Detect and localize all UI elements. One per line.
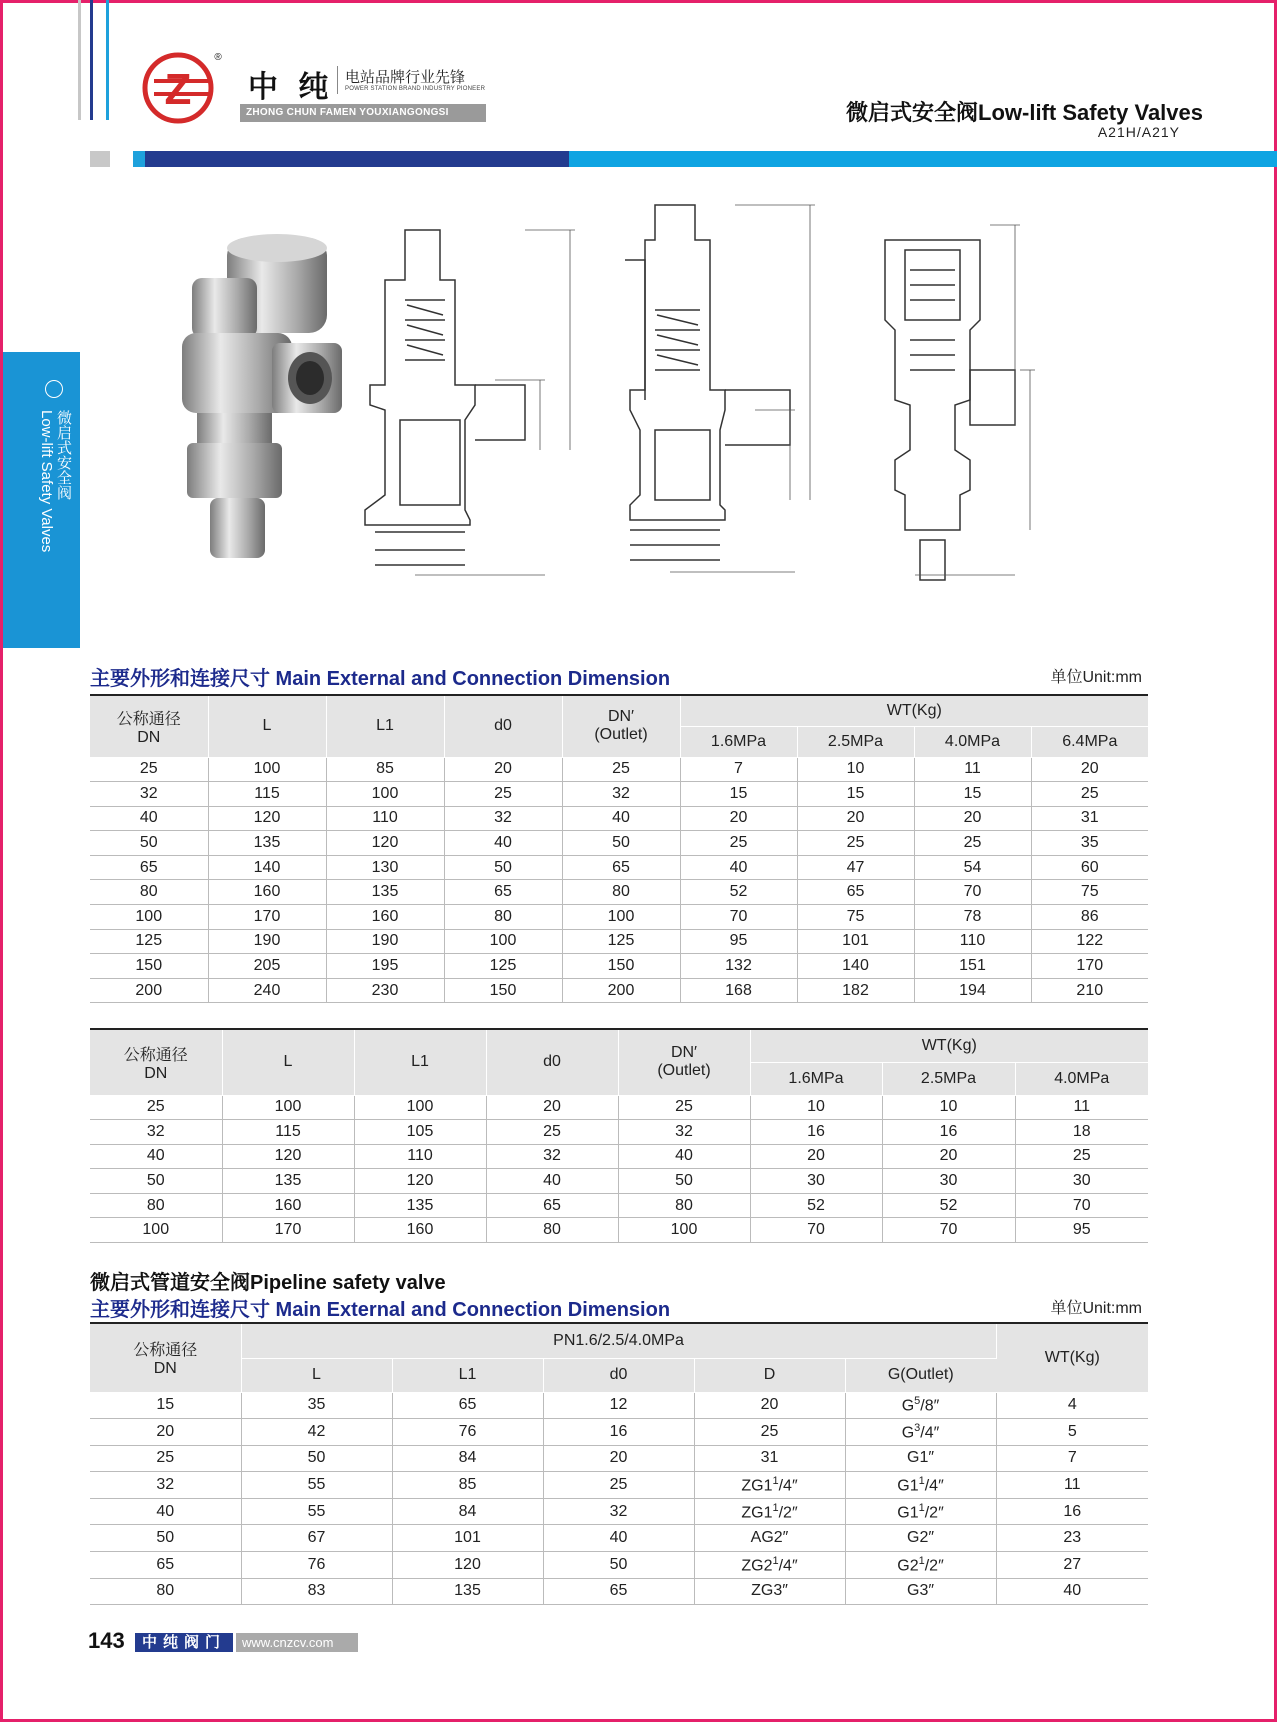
table-cell: G1″ (845, 1445, 996, 1472)
col-header-outlet: DN′ (Outlet) (618, 1029, 750, 1095)
header-band-navy (145, 151, 569, 167)
table-cell: 20 (797, 806, 914, 831)
table-cell: 84 (392, 1498, 543, 1525)
table-cell: 18 (1015, 1120, 1148, 1145)
table-cell: 25 (90, 1445, 241, 1472)
table-cell: 101 (797, 929, 914, 954)
table-cell: 35 (1031, 831, 1148, 856)
col-header-l1: L1 (392, 1358, 543, 1392)
table-cell: 27 (996, 1552, 1148, 1579)
header-band-accent (133, 151, 145, 167)
table-cell: 50 (543, 1552, 694, 1579)
table-cell: $G^3/4''$ (845, 1419, 996, 1446)
table-row (90, 831, 1148, 856)
table-row (90, 757, 1148, 782)
brand-name: 中 纯 (248, 71, 335, 104)
col-header-dn: 公称通径 DN (90, 1029, 222, 1095)
table-cell: 15 (797, 782, 914, 807)
table-cell: 170 (1031, 954, 1148, 979)
table-cell: 150 (90, 954, 208, 979)
col-header-pressure: 6.4MPa (1031, 726, 1148, 757)
table-cell: 30 (1015, 1169, 1148, 1194)
table-cell: 65 (444, 880, 562, 905)
table-cell: 4 (996, 1392, 1148, 1419)
table-cell: 120 (392, 1552, 543, 1579)
dimension-table-1 (90, 694, 1148, 1003)
table-row (90, 929, 1148, 954)
header-rule (90, 0, 93, 120)
table-cell: 150 (562, 954, 680, 979)
table-cell: 25 (1031, 782, 1148, 807)
table-cell: 20 (680, 806, 797, 831)
table-cell: 110 (914, 929, 1031, 954)
table-cell: 80 (562, 880, 680, 905)
col-header-outlet: DN′ (Outlet) (562, 695, 680, 757)
col-header-l: L (241, 1358, 392, 1392)
col-header-dn: 公称通径 DN (90, 695, 208, 757)
table-cell: 11 (996, 1472, 1148, 1499)
table-cell: 100 (222, 1095, 354, 1120)
col-header-pn: PN1.6/2.5/4.0MPa (241, 1323, 996, 1358)
table-cell: 15 (90, 1392, 241, 1419)
table-cell: 135 (354, 1193, 486, 1218)
brand-company-bar: ZHONG CHUN FAMEN YOUXIANGONGSI (240, 104, 486, 122)
table-cell: 130 (326, 855, 444, 880)
col-header-dn: 公称通径 DN (90, 1323, 241, 1392)
table-cell: 40 (562, 806, 680, 831)
col-header-l1: L1 (354, 1029, 486, 1095)
table-row (90, 1095, 1148, 1120)
table-cell: $G1^1/2''$ (845, 1498, 996, 1525)
table-cell: 25 (1015, 1144, 1148, 1169)
unit-label: 单位Unit:mm (1050, 669, 1142, 686)
table-cell: 95 (680, 929, 797, 954)
table-cell: 125 (90, 929, 208, 954)
table-cell: 85 (392, 1472, 543, 1499)
table-cell: 25 (90, 757, 208, 782)
table-cell: $ZG1^1/4''$ (694, 1472, 845, 1499)
col-header-d0: d0 (486, 1029, 618, 1095)
table-cell: 11 (1015, 1095, 1148, 1120)
table-cell: 40 (996, 1578, 1148, 1605)
side-category-label (38, 410, 72, 552)
table-cell: 67 (241, 1525, 392, 1552)
table-cell: $ZG2^1/4''$ (694, 1552, 845, 1579)
table-cell: 75 (797, 905, 914, 930)
table-cell: 140 (797, 954, 914, 979)
table-cell: 32 (562, 782, 680, 807)
table-cell: 70 (882, 1218, 1015, 1243)
table-cell: 100 (562, 905, 680, 930)
table-cell: 65 (797, 880, 914, 905)
table-cell: 100 (444, 929, 562, 954)
table-cell: AG2″ (694, 1525, 845, 1552)
table-cell: 65 (562, 855, 680, 880)
table-cell: 80 (90, 1193, 222, 1218)
table-cell: 47 (797, 855, 914, 880)
table-cell: 80 (618, 1193, 750, 1218)
table-cell: 76 (392, 1419, 543, 1446)
table-cell: 190 (326, 929, 444, 954)
table-cell: 16 (882, 1120, 1015, 1145)
table-cell: 160 (222, 1193, 354, 1218)
table-cell: 50 (444, 855, 562, 880)
table-cell: 194 (914, 978, 1031, 1003)
table-cell: 7 (996, 1445, 1148, 1472)
brand-tagline-cn: 电站品牌行业先锋 (345, 69, 466, 86)
table-cell: 80 (444, 905, 562, 930)
svg-text:Z: Z (164, 65, 192, 114)
table-row (90, 954, 1148, 979)
footer-url: www.cnzcv.com (236, 1633, 358, 1652)
table-cell: 25 (797, 831, 914, 856)
table-cell: 65 (392, 1392, 543, 1419)
table-cell: 160 (326, 905, 444, 930)
brand-logo (140, 46, 226, 126)
table-cell: 20 (444, 757, 562, 782)
table-cell: 65 (543, 1578, 694, 1605)
table-cell: 195 (326, 954, 444, 979)
col-header-wt: WT(Kg) (750, 1029, 1148, 1062)
table-cell: 132 (680, 954, 797, 979)
table-cell: 30 (882, 1169, 1015, 1194)
page-frame-top (0, 0, 1277, 3)
page-number: 143 (88, 1628, 125, 1653)
table-row (90, 1498, 1148, 1525)
table-cell: 32 (486, 1144, 618, 1169)
table-cell: $G1^1/4''$ (845, 1472, 996, 1499)
table-cell: 40 (444, 831, 562, 856)
table-cell: 25 (680, 831, 797, 856)
dimension-table-2 (90, 1028, 1148, 1243)
table-cell: 40 (90, 1144, 222, 1169)
table-cell: 50 (90, 831, 208, 856)
table-cell: 50 (241, 1445, 392, 1472)
table-cell: 135 (392, 1578, 543, 1605)
table-cell: 110 (354, 1144, 486, 1169)
header-band-blue (569, 151, 1277, 167)
table-row (90, 782, 1148, 807)
col-header-wt: WT(Kg) (680, 695, 1148, 726)
side-label-cn: 微启式安全阀 (55, 410, 72, 500)
table-cell: 20 (914, 806, 1031, 831)
col-header-l: L (222, 1029, 354, 1095)
table-cell: 120 (354, 1169, 486, 1194)
table-cell: 20 (1031, 757, 1148, 782)
table-cell: 52 (680, 880, 797, 905)
table-cell: 31 (694, 1445, 845, 1472)
col-header-pressure: 1.6MPa (750, 1062, 882, 1095)
table-cell: 20 (486, 1095, 618, 1120)
table-cell: 85 (326, 757, 444, 782)
table-row (90, 1472, 1148, 1499)
table-cell: 70 (1015, 1193, 1148, 1218)
table-cell: 135 (208, 831, 326, 856)
table-cell: 15 (914, 782, 1031, 807)
table-row (90, 1445, 1148, 1472)
table-cell: 65 (90, 855, 208, 880)
table-cell: 65 (90, 1552, 241, 1579)
table-cell: 25 (543, 1472, 694, 1499)
col-header-pressure: 4.0MPa (1015, 1062, 1148, 1095)
dimension-table-3 (90, 1322, 1148, 1605)
table-row (90, 1552, 1148, 1579)
table-cell: 230 (326, 978, 444, 1003)
table-cell: 200 (562, 978, 680, 1003)
section-title: 微启式管道安全阀Pipeline safety valve (90, 1272, 446, 1294)
table-row (90, 855, 1148, 880)
table-cell: 11 (914, 757, 1031, 782)
table-cell: 120 (326, 831, 444, 856)
table-cell: 5 (996, 1419, 1148, 1446)
valve-section-drawing-1 (345, 210, 615, 595)
table-cell: 32 (90, 1120, 222, 1145)
table-cell: 100 (208, 757, 326, 782)
table-cell: 83 (241, 1578, 392, 1605)
table-cell: 32 (444, 806, 562, 831)
table-cell: 32 (543, 1498, 694, 1525)
table-cell: 76 (241, 1552, 392, 1579)
col-header-pressure: 2.5MPa (882, 1062, 1015, 1095)
page-title: 微启式安全阀Low-lift Safety Valves (846, 100, 1203, 125)
table-cell: 20 (90, 1419, 241, 1446)
table-row (90, 1419, 1148, 1446)
table-cell: 32 (618, 1120, 750, 1145)
table-cell: 151 (914, 954, 1031, 979)
table-cell: 80 (90, 880, 208, 905)
col-header-outlet: G(Outlet) (845, 1358, 996, 1392)
table-cell: ZG3″ (694, 1578, 845, 1605)
table-cell: 20 (882, 1144, 1015, 1169)
table-cell: 16 (996, 1498, 1148, 1525)
table-cell: 205 (208, 954, 326, 979)
table-cell: 125 (444, 954, 562, 979)
table-cell: 20 (750, 1144, 882, 1169)
table-cell: 54 (914, 855, 1031, 880)
table-row (90, 1392, 1148, 1419)
table-cell: 125 (562, 929, 680, 954)
table-cell: 20 (694, 1392, 845, 1419)
table-cell: 12 (543, 1392, 694, 1419)
footer-brand: 中纯阀门 (135, 1633, 233, 1652)
table-cell: 95 (1015, 1218, 1148, 1243)
table-cell: 160 (208, 880, 326, 905)
table-cell: 170 (208, 905, 326, 930)
table-cell: 10 (797, 757, 914, 782)
table-cell: 78 (914, 905, 1031, 930)
col-header-d: D (694, 1358, 845, 1392)
table-cell: 55 (241, 1472, 392, 1499)
col-header-l1: L1 (326, 695, 444, 757)
table-cell: 32 (90, 782, 208, 807)
col-header-d0: d0 (444, 695, 562, 757)
table-cell: 55 (241, 1498, 392, 1525)
valve-section-drawing-3 (860, 210, 1110, 590)
table-cell: 182 (797, 978, 914, 1003)
table-cell: 210 (1031, 978, 1148, 1003)
table-cell: 16 (543, 1419, 694, 1446)
table-cell: 100 (90, 905, 208, 930)
table-cell: 16 (750, 1120, 882, 1145)
brand-divider (337, 66, 338, 94)
table-row (90, 1193, 1148, 1218)
table-cell: 70 (750, 1218, 882, 1243)
table-cell: 40 (90, 806, 208, 831)
table-cell: 80 (486, 1218, 618, 1243)
table-cell: 135 (222, 1169, 354, 1194)
table-cell: 100 (326, 782, 444, 807)
table-row (90, 1525, 1148, 1552)
table-cell: 25 (486, 1120, 618, 1145)
table-cell: 50 (562, 831, 680, 856)
table-cell: 100 (618, 1218, 750, 1243)
table-row (90, 905, 1148, 930)
header-rule (106, 0, 109, 120)
table-cell: 115 (208, 782, 326, 807)
table-cell: 40 (680, 855, 797, 880)
table-cell: 23 (996, 1525, 1148, 1552)
table-cell: 25 (90, 1095, 222, 1120)
col-header-pressure: 2.5MPa (797, 726, 914, 757)
table-row (90, 1578, 1148, 1605)
table-cell: 75 (1031, 880, 1148, 905)
table-cell: 35 (241, 1392, 392, 1419)
table-cell: 10 (882, 1095, 1015, 1120)
table-cell: 80 (90, 1578, 241, 1605)
valve-icon (45, 380, 63, 398)
table-cell: G2″ (845, 1525, 996, 1552)
valve-section-drawing-2 (615, 200, 845, 585)
col-header-d0: d0 (543, 1358, 694, 1392)
page-frame-left (0, 0, 3, 1722)
table-cell: 122 (1031, 929, 1148, 954)
table-cell: 40 (90, 1498, 241, 1525)
table-cell: 135 (326, 880, 444, 905)
table-row (90, 1169, 1148, 1194)
table-cell: 100 (90, 1218, 222, 1243)
table-row (90, 880, 1148, 905)
table-cell: 50 (90, 1169, 222, 1194)
table-cell: 240 (208, 978, 326, 1003)
table-cell: 7 (680, 757, 797, 782)
col-header-pressure: 1.6MPa (680, 726, 797, 757)
table-cell: 31 (1031, 806, 1148, 831)
table-cell: 52 (750, 1193, 882, 1218)
table-cell: 120 (222, 1144, 354, 1169)
table-cell: 25 (694, 1419, 845, 1446)
table-cell: G3″ (845, 1578, 996, 1605)
table-cell: 84 (392, 1445, 543, 1472)
section-title: 主要外形和连接尺寸 Main External and Connection Dimension (90, 668, 671, 690)
table-cell: 170 (222, 1218, 354, 1243)
valve-product-photo (172, 228, 357, 573)
table-cell: 105 (354, 1120, 486, 1145)
table-cell: 32 (90, 1472, 241, 1499)
table-cell: 120 (208, 806, 326, 831)
table-cell: 65 (486, 1193, 618, 1218)
table-cell: 190 (208, 929, 326, 954)
table-cell: 160 (354, 1218, 486, 1243)
table-cell: 52 (882, 1193, 1015, 1218)
table-cell: 70 (680, 905, 797, 930)
side-label-en: Low-lift Safety Valves (38, 410, 55, 553)
section-subtitle: 主要外形和连接尺寸 Main External and Connection Dimension (90, 1299, 671, 1321)
table-cell: 40 (486, 1169, 618, 1194)
page-model: A21H/A21Y (1097, 124, 1180, 140)
table-cell: 25 (444, 782, 562, 807)
table-cell: 50 (90, 1525, 241, 1552)
table-cell: $ZG1^1/2''$ (694, 1498, 845, 1525)
table-cell: 25 (562, 757, 680, 782)
table-cell: $G2^1/2''$ (845, 1552, 996, 1579)
table-cell: 20 (543, 1445, 694, 1472)
table-cell: 110 (326, 806, 444, 831)
table-cell: 140 (208, 855, 326, 880)
col-header-l: L (208, 695, 326, 757)
table-cell: 40 (543, 1525, 694, 1552)
table-cell: 60 (1031, 855, 1148, 880)
table-cell: $G^5/8''$ (845, 1392, 996, 1419)
brand-tagline-en: POWER STATION BRAND INDUSTRY PIONEER (345, 86, 486, 92)
table-cell: 200 (90, 978, 208, 1003)
table-cell: 25 (914, 831, 1031, 856)
table-cell: 30 (750, 1169, 882, 1194)
svg-text:®: ® (214, 52, 222, 63)
table-row (90, 1144, 1148, 1169)
table-cell: 50 (618, 1169, 750, 1194)
table-row (90, 806, 1148, 831)
table-cell: 150 (444, 978, 562, 1003)
col-header-pressure: 4.0MPa (914, 726, 1031, 757)
table-row (90, 978, 1148, 1003)
table-cell: 40 (618, 1144, 750, 1169)
header-rule (78, 0, 81, 120)
table-cell: 168 (680, 978, 797, 1003)
table-cell: 100 (354, 1095, 486, 1120)
table-cell: 15 (680, 782, 797, 807)
col-header-wt: WT(Kg) (996, 1323, 1148, 1392)
header-band-gray (90, 151, 110, 167)
unit-label: 单位Unit:mm (1050, 1300, 1142, 1317)
table-row (90, 1218, 1148, 1243)
table-row (90, 1120, 1148, 1145)
table-cell: 115 (222, 1120, 354, 1145)
table-cell: 42 (241, 1419, 392, 1446)
table-cell: 86 (1031, 905, 1148, 930)
table-cell: 101 (392, 1525, 543, 1552)
table-cell: 70 (914, 880, 1031, 905)
table-cell: 10 (750, 1095, 882, 1120)
table-cell: 25 (618, 1095, 750, 1120)
